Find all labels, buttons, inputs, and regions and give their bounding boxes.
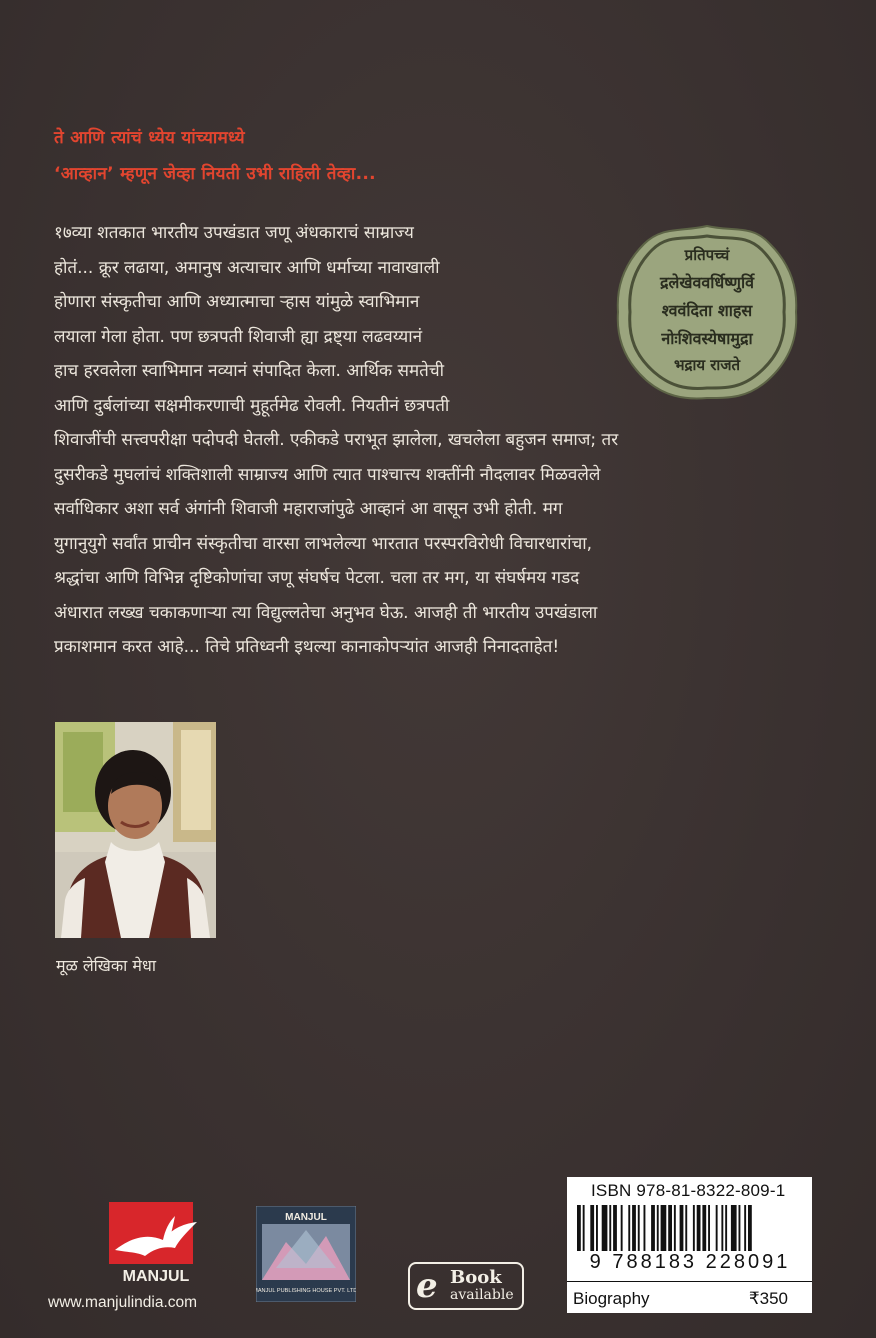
barcode-bar — [590, 1205, 594, 1251]
barcode-bar — [702, 1205, 706, 1251]
author-caption: मूळ लेखिका मेधा — [56, 956, 156, 975]
tagline — [54, 120, 754, 192]
tagline-line-2: ‘आव्हान’ म्हणून जेव्हा नियती उभी राहिली तेव्हा... — [54, 164, 376, 184]
genre-label: Biography — [573, 1289, 650, 1308]
barcode-bar — [602, 1205, 608, 1251]
barcode-bar — [644, 1205, 646, 1251]
barcode-bar — [583, 1205, 585, 1251]
imprint-name: MANJUL — [285, 1212, 327, 1223]
barcode-bar — [685, 1205, 687, 1251]
ebook-available: available — [450, 1287, 514, 1303]
barcode-bar — [661, 1205, 667, 1251]
seal-line: द्रलेखेववर्धिष्णुर्वि — [660, 273, 754, 292]
barcode-bar — [708, 1205, 710, 1251]
barcode-bar — [739, 1205, 741, 1251]
barcode-bar — [697, 1205, 701, 1251]
barcode-bar — [638, 1205, 640, 1251]
barcode-bar — [725, 1205, 727, 1251]
blurb-line: अंधारात लख्ख चकाकणाऱ्या त्या विद्युल्लतेचा अनुभव घेऊ. आजही ती भारतीय उपखंडाला — [54, 602, 598, 623]
barcode-bar — [668, 1205, 672, 1251]
blurb-line: हाच हरवलेला स्वाभिमान नव्यानं संपादित केला. आर्थिक समतेची — [54, 361, 445, 381]
blurb-line: १७व्या शतकात भारतीय उपखंडात जणू अंधकाराचं साम्राज्य — [54, 223, 414, 243]
barcode-bar — [651, 1205, 655, 1251]
barcode-icon — [573, 1205, 807, 1251]
publisher-website[interactable]: www.manjulindia.com — [48, 1294, 198, 1311]
blurb-line: दुसरीकडे मुघलांचं शक्तिशाली साम्राज्य आणि त्यात पाश्चात्त्य शक्तींनी नौदलावर मिळवलेले — [54, 464, 601, 485]
seal-line: भद्राय राजते — [673, 356, 741, 374]
barcode-digits: 9 788183 228091 — [589, 1251, 791, 1273]
barcode-bar — [693, 1205, 695, 1251]
seal-line: श्ववंदिता शाहस — [661, 301, 753, 320]
barcode-bar — [674, 1205, 676, 1251]
seal-line: नोःशिवस्येषामुद्रा — [661, 329, 753, 348]
barcode-bar — [632, 1205, 636, 1251]
tagline-line-1: ते आणि त्यांचं ध्येय यांच्यामध्ये — [54, 128, 245, 148]
blurb-line: आणि दुर्बलांच्या सक्षमीकरणाची मुहूर्तमेढ रोवली. नियतीनं छत्रपती — [54, 395, 450, 416]
ebook-e: e — [416, 1266, 438, 1306]
seal-line: प्रतिपच्चं — [684, 246, 730, 264]
blurb-line: होतं... क्रूर लढाया, अमानुष अत्याचार आणि धर्माच्या नावाखाली — [54, 257, 440, 278]
ebook-book: Book — [450, 1267, 502, 1288]
barcode-bar — [716, 1205, 718, 1251]
blurb-line: प्रकाशमान करत आहे... तिचे प्रतिध्वनी इथल्या कानाकोपऱ्यांत आजही निनादताहेत! — [54, 637, 560, 657]
blurb-line: शिवाजींची सत्त्वपरीक्षा पदोपदी घेतली. एकीकडे पराभूत झालेला, खचलेला बहुजन समाज; तर — [54, 430, 619, 450]
price-label: ₹350 — [748, 1289, 788, 1308]
blurb-line: श्रद्धांचा आणि विभिन्न दृष्टिकोणांचा जणू संघर्षच पेटला. चला तर मग, या संघर्षमय गडद — [54, 568, 580, 588]
royal-seal-icon — [612, 222, 802, 402]
ebook-badge — [408, 1262, 524, 1310]
imprint-logo — [256, 1206, 356, 1302]
isbn-label: ISBN 978-81-8322-809-1 — [591, 1181, 786, 1200]
barcode-bar — [748, 1205, 752, 1251]
blurb-line: युगानुयुगे सर्वांत प्राचीन संस्कृतीचा वारसा लाभलेल्या भारतात परस्परविरोधी विचारधारांचा, — [54, 533, 593, 554]
barcode-bar — [577, 1205, 581, 1251]
barcode-bar — [657, 1205, 659, 1251]
isbn-block — [567, 1177, 812, 1313]
barcode-bar — [613, 1205, 617, 1251]
barcode-bar — [596, 1205, 598, 1251]
barcode-bar — [628, 1205, 630, 1251]
blurb-line: होणारा संस्कृतीचा आणि अध्यात्माचा ऱ्हास यांमुळे स्वाभिमान — [54, 292, 420, 312]
imprint-text: MANJUL PUBLISHING HOUSE PVT. LTD. — [256, 1288, 356, 1294]
barcode-bar — [744, 1205, 746, 1251]
barcode-bar — [609, 1205, 611, 1251]
barcode-bar — [680, 1205, 684, 1251]
barcode-bar — [621, 1205, 623, 1251]
publisher-name: MANJUL — [122, 1268, 190, 1285]
blurb-line: लयाला गेला होता. पण छत्रपती शिवाजी ह्या द्रष्ट्या लढवय्यानं — [54, 326, 423, 347]
blurb-line: सर्वाधिकार अशा सर्व अंगांनी शिवाजी महाराजांपुढे आव्हानं आ वासून उभी होती. मग — [54, 499, 563, 519]
barcode-bar — [721, 1205, 723, 1251]
author-photo — [55, 722, 216, 938]
isbn-footer — [567, 1281, 812, 1314]
barcode-bar — [731, 1205, 737, 1251]
